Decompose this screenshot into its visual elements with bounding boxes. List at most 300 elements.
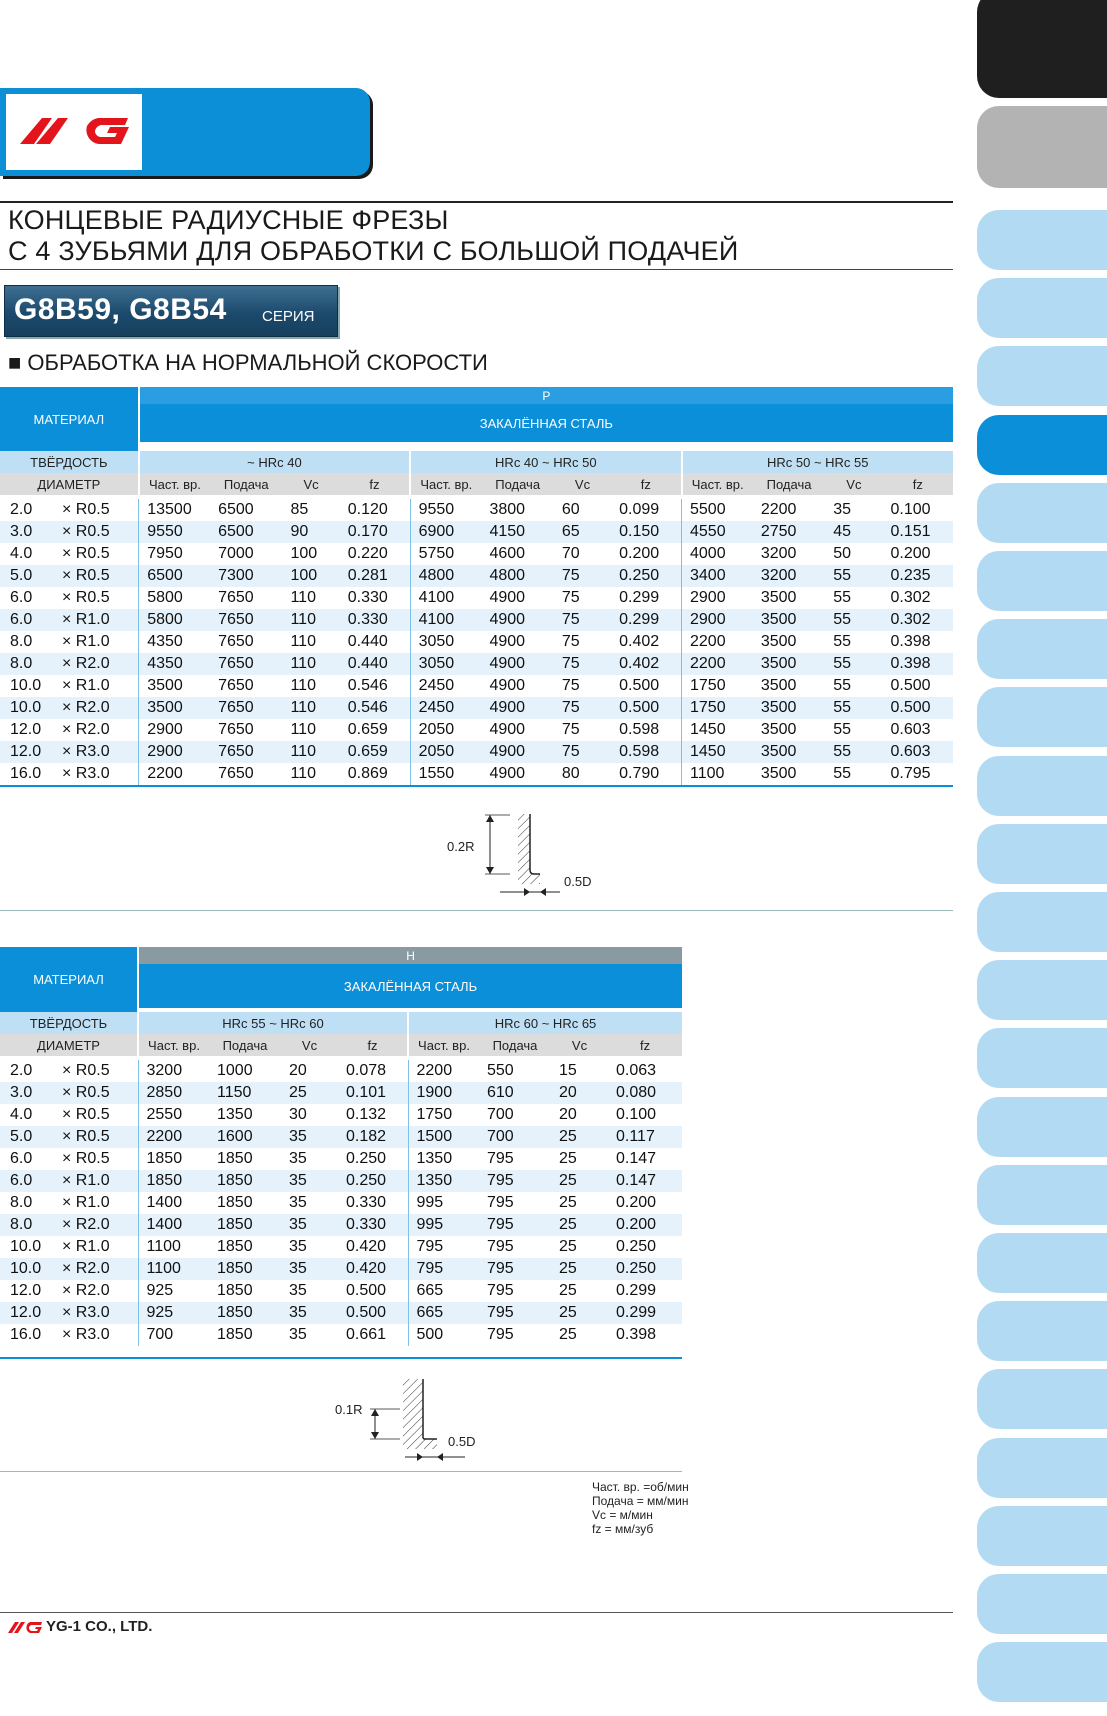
side-tab-7[interactable] bbox=[977, 483, 1107, 543]
table-cell: 0.063 bbox=[608, 1060, 682, 1082]
diameter-value: 10.0 bbox=[10, 1238, 42, 1255]
table-cell: 0.598 bbox=[611, 741, 681, 763]
table-cell: 0.420 bbox=[338, 1236, 408, 1258]
radius-value: × R2.0 bbox=[62, 699, 110, 716]
radius-value: × R3.0 bbox=[62, 1304, 110, 1321]
table-cell: 2900 bbox=[682, 587, 753, 609]
diameter-value: 2.0 bbox=[10, 1062, 33, 1079]
table-cell: 25 bbox=[551, 1126, 608, 1148]
side-tab-8[interactable] bbox=[977, 551, 1107, 611]
side-tab-15[interactable] bbox=[977, 1028, 1107, 1088]
table-cell: 7650 bbox=[210, 763, 282, 785]
table-cell: 0.250 bbox=[608, 1236, 682, 1258]
table-cell: 0.200 bbox=[608, 1214, 682, 1236]
radius-value: × R2.0 bbox=[62, 1260, 110, 1277]
units-legend bbox=[592, 1480, 689, 1536]
cell-diameter bbox=[0, 1302, 138, 1324]
profile-diagram-2 bbox=[345, 1375, 485, 1475]
table-cell: 0.100 bbox=[608, 1104, 682, 1126]
side-tab-13[interactable] bbox=[977, 892, 1107, 952]
radius-value: × R2.0 bbox=[62, 721, 110, 738]
table-cell: 0.150 bbox=[611, 521, 681, 543]
table-cell: 35 bbox=[281, 1148, 338, 1170]
table-cell: 665 bbox=[408, 1280, 479, 1302]
table-cell: 1850 bbox=[209, 1258, 281, 1280]
table-cell: 1350 bbox=[408, 1148, 479, 1170]
table-cell: 0.330 bbox=[338, 1214, 408, 1236]
diameter-value: 8.0 bbox=[10, 633, 33, 650]
col-header-feed: Подача bbox=[210, 473, 282, 495]
table-cell: 0.250 bbox=[608, 1258, 682, 1280]
table-cell: 0.151 bbox=[883, 521, 953, 543]
table-row bbox=[0, 653, 953, 675]
table-cell: 0.500 bbox=[338, 1280, 408, 1302]
title-divider bbox=[0, 269, 953, 270]
table-cell: 3500 bbox=[753, 741, 825, 763]
side-tab-21[interactable] bbox=[977, 1438, 1107, 1498]
table-cell: 6900 bbox=[410, 521, 481, 543]
table-cell: 0.250 bbox=[611, 565, 681, 587]
table-cell: 0.659 bbox=[340, 741, 410, 763]
diameter-value: 3.0 bbox=[10, 523, 33, 540]
table-cell: 5750 bbox=[410, 543, 481, 565]
table-cell: 13500 bbox=[139, 499, 210, 521]
table-cell: 0.120 bbox=[340, 499, 410, 521]
table-cell: 9550 bbox=[410, 499, 481, 521]
table1-bottom-rule bbox=[0, 785, 953, 787]
diameter-value: 10.0 bbox=[10, 677, 42, 694]
table-cell: 0.790 bbox=[611, 763, 681, 785]
table-cell: 0.080 bbox=[608, 1082, 682, 1104]
table-row bbox=[0, 697, 953, 719]
diameter-value: 10.0 bbox=[10, 1260, 42, 1277]
diagram2-depth-label: 0.5D bbox=[448, 1434, 476, 1449]
material-group-p: P bbox=[139, 387, 953, 404]
side-tab-10[interactable] bbox=[977, 687, 1107, 747]
cell-diameter bbox=[0, 719, 139, 741]
radius-value: × R0.5 bbox=[62, 1106, 110, 1123]
table-cell: 35 bbox=[281, 1192, 338, 1214]
diagram1-depth-label: 0.5D bbox=[564, 874, 592, 889]
table-cell: 795 bbox=[479, 1302, 551, 1324]
table-cell: 1750 bbox=[408, 1104, 479, 1126]
table-cell: 1500 bbox=[408, 1126, 479, 1148]
table-cell: 60 bbox=[554, 499, 611, 521]
cell-diameter bbox=[0, 1104, 138, 1126]
table-cell: 0.235 bbox=[883, 565, 953, 587]
table-cell: 2450 bbox=[410, 675, 481, 697]
table-cell: 110 bbox=[282, 763, 339, 785]
table-cell: 2200 bbox=[753, 499, 825, 521]
table-cell: 0.200 bbox=[611, 543, 681, 565]
table-row bbox=[0, 587, 953, 609]
table-cell: 4600 bbox=[481, 543, 553, 565]
unit-feed: Подача = мм/мин bbox=[592, 1494, 689, 1508]
table-cell: 0.302 bbox=[883, 587, 953, 609]
col-header-rpm: Част. вр. bbox=[139, 473, 210, 495]
cell-diameter bbox=[0, 1236, 138, 1258]
table-cell: 795 bbox=[479, 1214, 551, 1236]
table-cell: 55 bbox=[825, 763, 882, 785]
diagram1-radius-label: 0.2R bbox=[447, 839, 475, 854]
table-cell: 4550 bbox=[682, 521, 753, 543]
radius-value: × R0.5 bbox=[62, 545, 110, 562]
table-row bbox=[0, 521, 953, 543]
side-tab-3[interactable] bbox=[977, 210, 1107, 270]
table-cell: 0.420 bbox=[338, 1258, 408, 1280]
table-cell: 0.598 bbox=[611, 719, 681, 741]
table-cell: 15 bbox=[551, 1060, 608, 1082]
table-row bbox=[0, 741, 953, 763]
side-tab-16[interactable] bbox=[977, 1097, 1107, 1157]
table-cell: 30 bbox=[281, 1104, 338, 1126]
cell-diameter bbox=[0, 653, 139, 675]
table-row bbox=[0, 1302, 682, 1324]
table-row bbox=[0, 1148, 682, 1170]
table-cell: 1850 bbox=[138, 1170, 209, 1192]
cell-diameter bbox=[0, 631, 139, 653]
table-cell: 0.200 bbox=[608, 1192, 682, 1214]
table-cell: 25 bbox=[551, 1170, 608, 1192]
side-tab-6[interactable] bbox=[977, 415, 1107, 475]
hardness-label: ТВЁРДОСТЬ bbox=[0, 451, 139, 473]
diameter-value: 6.0 bbox=[10, 589, 33, 606]
table-cell: 4350 bbox=[139, 653, 210, 675]
cell-diameter bbox=[0, 741, 139, 763]
table-cell: 80 bbox=[554, 763, 611, 785]
diameter-value: 10.0 bbox=[10, 699, 42, 716]
table-cell: 1100 bbox=[138, 1236, 209, 1258]
side-tab-2[interactable] bbox=[977, 106, 1107, 188]
table-cell: 0.659 bbox=[340, 719, 410, 741]
radius-value: × R0.5 bbox=[62, 1128, 110, 1145]
table-cell: 35 bbox=[281, 1236, 338, 1258]
diameter-value: 5.0 bbox=[10, 567, 33, 584]
table-cell: 70 bbox=[554, 543, 611, 565]
table-cell: 55 bbox=[825, 653, 882, 675]
col-header-vc: Vc bbox=[281, 1034, 338, 1056]
table-cell: 20 bbox=[551, 1082, 608, 1104]
table-cell: 0.500 bbox=[883, 675, 953, 697]
radius-value: × R2.0 bbox=[62, 655, 110, 672]
side-tab-17[interactable] bbox=[977, 1165, 1107, 1225]
table-cell: 85 bbox=[282, 499, 339, 521]
table-cell: 25 bbox=[551, 1258, 608, 1280]
cell-diameter bbox=[0, 521, 139, 543]
table-cell: 4000 bbox=[682, 543, 753, 565]
table-cell: 1850 bbox=[209, 1324, 281, 1346]
side-tab-19[interactable] bbox=[977, 1301, 1107, 1361]
table-cell: 2050 bbox=[410, 741, 481, 763]
table-cell: 2900 bbox=[139, 719, 210, 741]
table-cell: 0.661 bbox=[338, 1324, 408, 1346]
table-cell: 25 bbox=[551, 1236, 608, 1258]
table-cell: 0.281 bbox=[340, 565, 410, 587]
cell-diameter bbox=[0, 1170, 138, 1192]
table-row bbox=[0, 1214, 682, 1236]
table-cell: 0.398 bbox=[608, 1324, 682, 1346]
table-cell: 2200 bbox=[682, 631, 753, 653]
side-tab-9[interactable] bbox=[977, 619, 1107, 679]
profile-diagram-1 bbox=[460, 810, 600, 910]
table-cell: 1850 bbox=[209, 1280, 281, 1302]
material-name: ЗАКАЛЁННАЯ СТАЛЬ bbox=[139, 404, 953, 442]
cell-diameter bbox=[0, 587, 139, 609]
table-cell: 35 bbox=[281, 1324, 338, 1346]
table-cell: 0.440 bbox=[340, 631, 410, 653]
table-cell: 3200 bbox=[138, 1060, 209, 1082]
table-cell: 1100 bbox=[138, 1258, 209, 1280]
table-cell: 4900 bbox=[481, 697, 553, 719]
table-cell: 1900 bbox=[408, 1082, 479, 1104]
diameter-value: 12.0 bbox=[10, 743, 42, 760]
table-cell: 35 bbox=[281, 1258, 338, 1280]
table-cell: 795 bbox=[479, 1280, 551, 1302]
side-tab-24[interactable] bbox=[977, 1642, 1107, 1702]
table-cell: 5800 bbox=[139, 587, 210, 609]
table-row bbox=[0, 1126, 682, 1148]
table-cell: 3500 bbox=[753, 697, 825, 719]
side-tab-4[interactable] bbox=[977, 278, 1107, 338]
table-row bbox=[0, 543, 953, 565]
table-cell: 7650 bbox=[210, 587, 282, 609]
side-tab-18[interactable] bbox=[977, 1233, 1107, 1293]
table-cell: 4100 bbox=[410, 587, 481, 609]
diameter-label: ДИАМЕТР bbox=[0, 1034, 138, 1056]
hardness-range-2-1: HRc 55 ~ HRc 60 bbox=[138, 1012, 408, 1034]
table-cell: 3200 bbox=[753, 543, 825, 565]
table-cell: 3200 bbox=[753, 565, 825, 587]
table-cell: 1350 bbox=[408, 1170, 479, 1192]
radius-value: × R3.0 bbox=[62, 743, 110, 760]
table-cell: 0.546 bbox=[340, 697, 410, 719]
table-cell: 3500 bbox=[753, 609, 825, 631]
table-cell: 0.330 bbox=[338, 1192, 408, 1214]
table-row bbox=[0, 1082, 682, 1104]
table-cell: 1000 bbox=[209, 1060, 281, 1082]
cell-diameter bbox=[0, 1192, 138, 1214]
table-cell: 55 bbox=[825, 697, 882, 719]
table-cell: 1400 bbox=[138, 1214, 209, 1236]
radius-value: × R1.0 bbox=[62, 1238, 110, 1255]
table-cell: 795 bbox=[479, 1148, 551, 1170]
col-header-fz: fz bbox=[340, 473, 410, 495]
col-header-feed: Подача bbox=[753, 473, 825, 495]
table-cell: 0.398 bbox=[883, 653, 953, 675]
table-cell: 0.299 bbox=[611, 587, 681, 609]
table-cell: 6500 bbox=[210, 521, 282, 543]
table-row bbox=[0, 565, 953, 587]
table-cell: 55 bbox=[825, 565, 882, 587]
page-title bbox=[8, 205, 739, 267]
unit-vc: Vc = м/мин bbox=[592, 1508, 653, 1522]
table-cell: 35 bbox=[281, 1302, 338, 1324]
cell-diameter bbox=[0, 1324, 138, 1346]
table-cell: 7650 bbox=[210, 653, 282, 675]
side-tab-20[interactable] bbox=[977, 1369, 1107, 1429]
side-tab-5[interactable] bbox=[977, 346, 1107, 406]
cutting-data-table-p bbox=[0, 387, 953, 785]
table-cell: 7650 bbox=[210, 675, 282, 697]
table-cell: 3800 bbox=[481, 499, 553, 521]
table-cell: 3500 bbox=[753, 719, 825, 741]
cell-diameter bbox=[0, 763, 139, 785]
table-row bbox=[0, 763, 953, 785]
table-cell: 75 bbox=[554, 675, 611, 697]
table-cell: 2900 bbox=[682, 609, 753, 631]
side-tab-22[interactable] bbox=[977, 1506, 1107, 1566]
table-cell: 7650 bbox=[210, 609, 282, 631]
table-cell: 2550 bbox=[138, 1104, 209, 1126]
table-row bbox=[0, 1170, 682, 1192]
table-cell: 0.402 bbox=[611, 631, 681, 653]
table-row bbox=[0, 631, 953, 653]
table-cell: 700 bbox=[479, 1104, 551, 1126]
table-row bbox=[0, 675, 953, 697]
diameter-value: 8.0 bbox=[10, 1216, 33, 1233]
table-cell: 3500 bbox=[753, 653, 825, 675]
cell-diameter bbox=[0, 1126, 138, 1148]
table-cell: 0.302 bbox=[883, 609, 953, 631]
table-cell: 665 bbox=[408, 1302, 479, 1324]
table-cell: 0.500 bbox=[611, 675, 681, 697]
table-cell: 7650 bbox=[210, 719, 282, 741]
table-cell: 0.603 bbox=[883, 719, 953, 741]
material-group-h: H bbox=[138, 947, 682, 964]
table-cell: 0.132 bbox=[338, 1104, 408, 1126]
hardness-range-2: HRc 40 ~ HRc 50 bbox=[410, 451, 681, 473]
table-cell: 3500 bbox=[139, 675, 210, 697]
table-cell: 1450 bbox=[682, 741, 753, 763]
table-cell: 0.101 bbox=[338, 1082, 408, 1104]
table-cell: 2200 bbox=[138, 1126, 209, 1148]
cell-diameter bbox=[0, 1148, 138, 1170]
radius-value: × R2.0 bbox=[62, 1282, 110, 1299]
table-cell: 1850 bbox=[138, 1148, 209, 1170]
table-row bbox=[0, 1280, 682, 1302]
table-row bbox=[0, 719, 953, 741]
radius-value: × R0.5 bbox=[62, 567, 110, 584]
table-cell: 2900 bbox=[139, 741, 210, 763]
table-cell: 795 bbox=[479, 1258, 551, 1280]
radius-value: × R3.0 bbox=[62, 765, 110, 782]
table-cell: 25 bbox=[551, 1148, 608, 1170]
table-cell: 0.299 bbox=[611, 609, 681, 631]
table-cell: 2050 bbox=[410, 719, 481, 741]
table-cell: 2200 bbox=[408, 1060, 479, 1082]
table-cell: 55 bbox=[825, 675, 882, 697]
side-tab-11[interactable] bbox=[977, 756, 1107, 816]
table-cell: 20 bbox=[281, 1060, 338, 1082]
table-cell: 0.398 bbox=[883, 631, 953, 653]
radius-value: × R1.0 bbox=[62, 677, 110, 694]
diameter-value: 4.0 bbox=[10, 545, 33, 562]
table-cell: 0.170 bbox=[340, 521, 410, 543]
table-cell: 7000 bbox=[210, 543, 282, 565]
table-cell: 4900 bbox=[481, 741, 553, 763]
section-divider bbox=[0, 910, 953, 911]
radius-value: × R1.0 bbox=[62, 1172, 110, 1189]
table-cell: 20 bbox=[551, 1104, 608, 1126]
unit-rpm: Част. вр. =об/мин bbox=[592, 1480, 689, 1494]
side-tab-14[interactable] bbox=[977, 960, 1107, 1020]
table-cell: 3050 bbox=[410, 653, 481, 675]
side-tab-1[interactable] bbox=[977, 0, 1107, 98]
table-cell: 795 bbox=[408, 1258, 479, 1280]
table-cell: 35 bbox=[281, 1214, 338, 1236]
hardness-range-2-2: HRc 60 ~ HRc 65 bbox=[408, 1012, 682, 1034]
table-cell: 0.299 bbox=[608, 1302, 682, 1324]
material-label-2: МАТЕРИАЛ bbox=[0, 947, 138, 1012]
table-row bbox=[0, 1104, 682, 1126]
table-cell: 0.402 bbox=[611, 653, 681, 675]
radius-value: × R0.5 bbox=[62, 523, 110, 540]
table-cell: 65 bbox=[554, 521, 611, 543]
table-cell: 110 bbox=[282, 741, 339, 763]
table-cell: 5800 bbox=[139, 609, 210, 631]
hardness-range-3: HRc 50 ~ HRc 55 bbox=[682, 451, 954, 473]
hardness-range-1: ~ HRc 40 bbox=[139, 451, 410, 473]
col-header-rpm: Част. вр. bbox=[410, 473, 481, 495]
col-header-fz: fz bbox=[883, 473, 953, 495]
table-cell: 3050 bbox=[410, 631, 481, 653]
table-cell: 3500 bbox=[753, 763, 825, 785]
table-cell: 7650 bbox=[210, 697, 282, 719]
table-cell: 55 bbox=[825, 719, 882, 741]
table-cell: 3500 bbox=[753, 587, 825, 609]
table-row bbox=[0, 1236, 682, 1258]
radius-value: × R3.0 bbox=[62, 1326, 110, 1343]
table-cell: 4350 bbox=[139, 631, 210, 653]
table-cell: 35 bbox=[281, 1170, 338, 1192]
radius-value: × R0.5 bbox=[62, 501, 110, 518]
table-cell: 610 bbox=[479, 1082, 551, 1104]
table-cell: 75 bbox=[554, 609, 611, 631]
table-cell: 45 bbox=[825, 521, 882, 543]
table-cell: 1350 bbox=[209, 1104, 281, 1126]
radius-value: × R1.0 bbox=[62, 633, 110, 650]
table-cell: 75 bbox=[554, 653, 611, 675]
title-line-2: С 4 ЗУБЬЯМИ ДЛЯ ОБРАБОТКИ С БОЛЬШОЙ ПОДАЧЕЙ bbox=[8, 236, 739, 266]
units-divider bbox=[0, 1471, 682, 1472]
table-row bbox=[0, 1258, 682, 1280]
table-cell: 75 bbox=[554, 741, 611, 763]
col-header-feed: Подача bbox=[479, 1034, 551, 1056]
table-cell: 1400 bbox=[138, 1192, 209, 1214]
radius-value: × R2.0 bbox=[62, 1216, 110, 1233]
table-cell: 35 bbox=[825, 499, 882, 521]
table-cell: 25 bbox=[551, 1280, 608, 1302]
table-cell: 0.440 bbox=[340, 653, 410, 675]
diameter-value: 2.0 bbox=[10, 501, 33, 518]
table-cell: 4900 bbox=[481, 719, 553, 741]
cell-diameter bbox=[0, 1060, 138, 1082]
side-tab-23[interactable] bbox=[977, 1574, 1107, 1634]
col-header-rpm: Част. вр. bbox=[682, 473, 753, 495]
table-cell: 0.500 bbox=[338, 1302, 408, 1324]
table-cell: 2450 bbox=[410, 697, 481, 719]
table-cell: 4800 bbox=[410, 565, 481, 587]
table-cell: 3400 bbox=[682, 565, 753, 587]
side-tab-12[interactable] bbox=[977, 824, 1107, 884]
table-cell: 4150 bbox=[481, 521, 553, 543]
yg-logo-mark bbox=[6, 94, 142, 170]
table-cell: 75 bbox=[554, 587, 611, 609]
diameter-value: 3.0 bbox=[10, 1084, 33, 1101]
table-cell: 4900 bbox=[481, 631, 553, 653]
table-cell: 1850 bbox=[209, 1192, 281, 1214]
table-cell: 6500 bbox=[210, 499, 282, 521]
